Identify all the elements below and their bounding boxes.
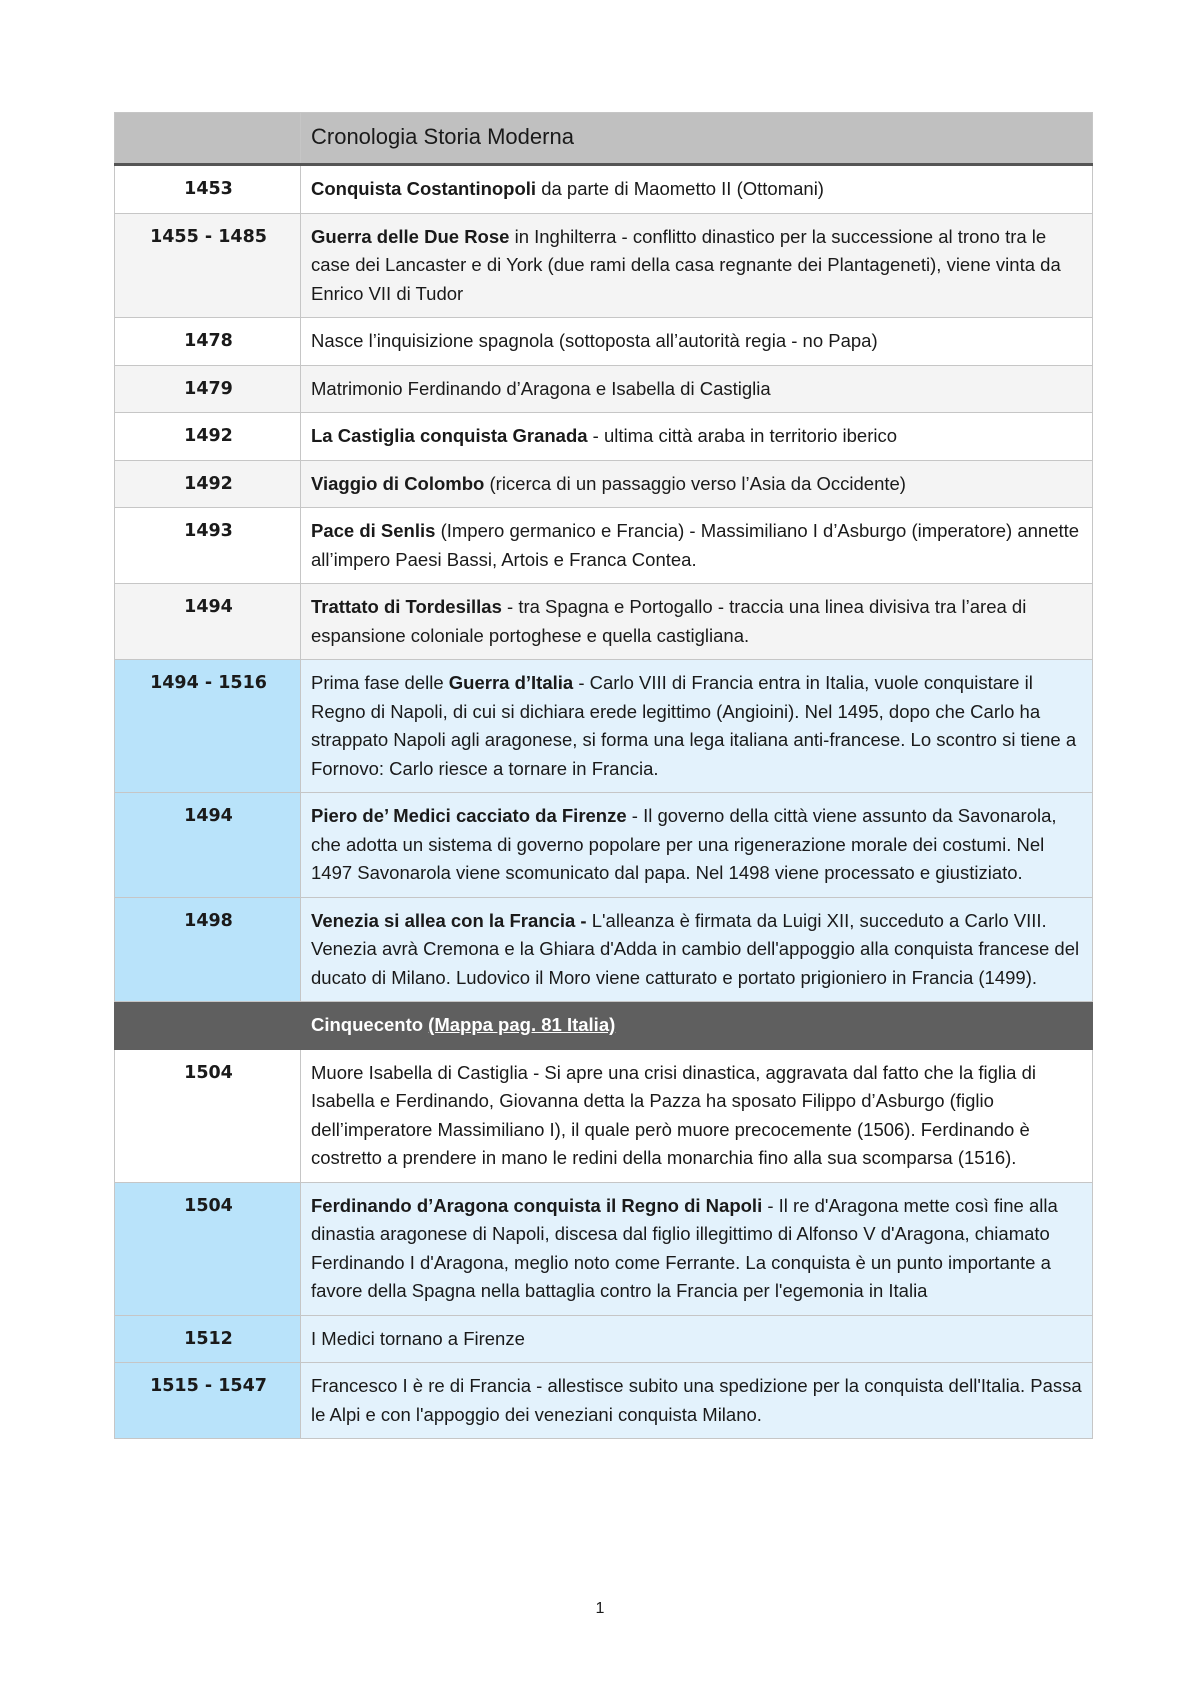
- event-text: (ricerca di un passaggio verso l’Asia da Occidente): [484, 472, 906, 494]
- year-cell: 1515 - 1547: [115, 1363, 301, 1439]
- event-cell: [301, 413, 1093, 461]
- event-cell: [301, 1315, 1093, 1363]
- year-cell: 1455 - 1485: [115, 213, 301, 318]
- event-text: Nasce l’inquisizione spagnola (sottoposta all’autorità regia - no Papa): [311, 330, 878, 351]
- table-row: [115, 508, 1093, 584]
- section-title: Cinquecento: [311, 1014, 424, 1035]
- table-row: [115, 793, 1093, 898]
- year-cell: 1494: [115, 793, 301, 898]
- year-cell: 1493: [115, 508, 301, 584]
- event-cell: [301, 1049, 1093, 1182]
- event-cell: [301, 1182, 1093, 1315]
- event-highlight: La Castiglia conquista Granada: [311, 425, 588, 446]
- event-text: in Inghilterra - conflitto dinastico per la successione al trono tra le case dei Lancaster e di York (due rami della casa regnante dei Plantageneti), viene vinta da Enrico VII di Tudor: [311, 225, 1061, 304]
- map-reference-link[interactable]: (Mappa pag. 81 Italia): [428, 1014, 616, 1035]
- table-row: [115, 584, 1093, 660]
- event-text: Matrimonio Ferdinando d’Aragona e Isabella di Castiglia: [311, 377, 771, 399]
- event-cell: [301, 165, 1093, 214]
- year-cell: 1478: [115, 318, 301, 366]
- event-cell: [301, 318, 1093, 366]
- table-row: [115, 365, 1093, 413]
- event-prefix: Prima fase delle: [311, 672, 449, 693]
- header-title-cell: [301, 113, 1093, 165]
- event-cell: [301, 508, 1093, 584]
- event-highlight: Trattato di Tordesillas: [311, 596, 502, 617]
- event-text: - Il re d'Aragona mette così fine alla dinastia aragonese di Napoli, discesa dal figlio illegittimo di Alfonso V d'Aragona, chiamato Ferdinando I d'Aragona, meglio noto come Ferrante. La conquista è un punto importante a favore della Spagna nella battaglia contro la Francia per l'egemonia in Italia: [311, 1194, 1058, 1301]
- year-cell: 1492: [115, 460, 301, 508]
- event-text: I Medici tornano a Firenze: [311, 1327, 525, 1349]
- event-cell: [301, 897, 1093, 1002]
- year-cell: 1498: [115, 897, 301, 1002]
- event-highlight: Pace di Senlis: [311, 520, 436, 541]
- event-cell: [301, 793, 1093, 898]
- year-cell: 1453: [115, 165, 301, 214]
- table-row: [115, 413, 1093, 461]
- section-row: [115, 1002, 1093, 1050]
- table-row: [115, 1049, 1093, 1182]
- year-cell: 1494 - 1516: [115, 660, 301, 793]
- event-text: - tra Spagna e Portogallo - traccia una linea divisiva tra l’area di espansione coloniale portoghese e quella castigliana.: [311, 596, 1027, 646]
- event-cell: [301, 213, 1093, 318]
- table-row: [115, 897, 1093, 1002]
- event-text: da parte di Maometto II (Ottomani): [536, 178, 824, 199]
- header-empty-cell: [115, 113, 301, 165]
- table-row: [115, 213, 1093, 318]
- section-empty-cell: [115, 1002, 301, 1050]
- year-cell: 1479: [115, 365, 301, 413]
- table-title: Cronologia Storia Moderna: [311, 124, 574, 149]
- event-text: L'alleanza è firmata da Luigi XII, succeduto a Carlo VIII. Venezia avrà Cremona e la Ghiara d'Adda in cambio dell'appoggio alla conquista francese del ducato di Milano. Ludovico il Moro viene catturato e portato prigioniero in Francia (1499).: [311, 909, 1080, 988]
- event-cell: [301, 584, 1093, 660]
- event-text: (Impero germanico e Francia) - Massimiliano I d’Asburgo (imperatore) annette all’impero Paesi Bassi, Artois e Franca Contea.: [311, 520, 1080, 570]
- table-row: [115, 460, 1093, 508]
- event-text: Muore Isabella di Castiglia - Si apre una crisi dinastica, aggravata dal fatto che la figlia di Isabella e Ferdinando, Giovanna detta la Pazza ha sposato Filippo d’Asburgo (figlio dell’imperatore Massimiliano I), il quale però muore precocemente (1506). Ferdinando è costretto a prendere in mano le redini della monarchia fino alla sua scomparsa (1516).: [311, 1061, 1036, 1168]
- event-highlight: Guerra d’Italia: [448, 672, 574, 693]
- year-cell: 1494: [115, 584, 301, 660]
- table-row: [115, 1363, 1093, 1439]
- event-highlight: Guerra delle Due Rose: [311, 225, 510, 247]
- table-row: [115, 165, 1093, 214]
- chronology-page: [114, 112, 1092, 1439]
- page-number: 1: [595, 1600, 605, 1617]
- section-title-cell: [301, 1002, 1093, 1050]
- event-cell: [301, 460, 1093, 508]
- event-highlight: Piero de’ Medici cacciato da Firenze: [311, 805, 627, 826]
- event-cell: [301, 365, 1093, 413]
- event-text: Francesco I è re di Francia - allestisce subito una spedizione per la conquista dell'Italia. Passa le Alpi e con l'appoggio dei veneziani conquista Milano.: [311, 1375, 1082, 1425]
- year-cell: 1492: [115, 413, 301, 461]
- year-cell: 1504: [115, 1049, 301, 1182]
- event-highlight: Viaggio di Colombo: [311, 472, 485, 494]
- table-row: [115, 660, 1093, 793]
- event-cell: [301, 660, 1093, 793]
- event-highlight: Conquista Costantinopoli: [311, 178, 537, 199]
- event-text: - ultima città araba in territorio iberico: [587, 425, 898, 446]
- event-highlight: Ferdinando d’Aragona conquista il Regno di Napoli: [311, 1194, 763, 1216]
- table-row: [115, 318, 1093, 366]
- year-cell: 1504: [115, 1182, 301, 1315]
- year-cell: 1512: [115, 1315, 301, 1363]
- table-row: [115, 1182, 1093, 1315]
- event-highlight: Venezia si allea con la Francia -: [311, 909, 587, 931]
- event-text: - Carlo VIII di Francia entra in Italia, vuole conquistare il Regno di Napoli, di cui si dichiara erede legittimo (Angioini). Nel 1495, dopo che Carlo ha strappato Napoli agli aragonese, si forma una lega italiana anti-francese. Lo scontro si tiene a Fornovo: Carlo riesce a tornare in Francia.: [311, 672, 1077, 779]
- event-text: - Il governo della città viene assunto da Savonarola, che adotta un sistema di governo popolare per una rigenerazione morale dei costumi. Nel 1497 Savonarola viene scomunicato dal papa. Nel 1498 viene processato e giustiziato.: [311, 805, 1057, 883]
- table-row: [115, 1315, 1093, 1363]
- event-cell: [301, 1363, 1093, 1439]
- table-header-row: [115, 113, 1093, 165]
- chronology-table: [114, 112, 1093, 1439]
